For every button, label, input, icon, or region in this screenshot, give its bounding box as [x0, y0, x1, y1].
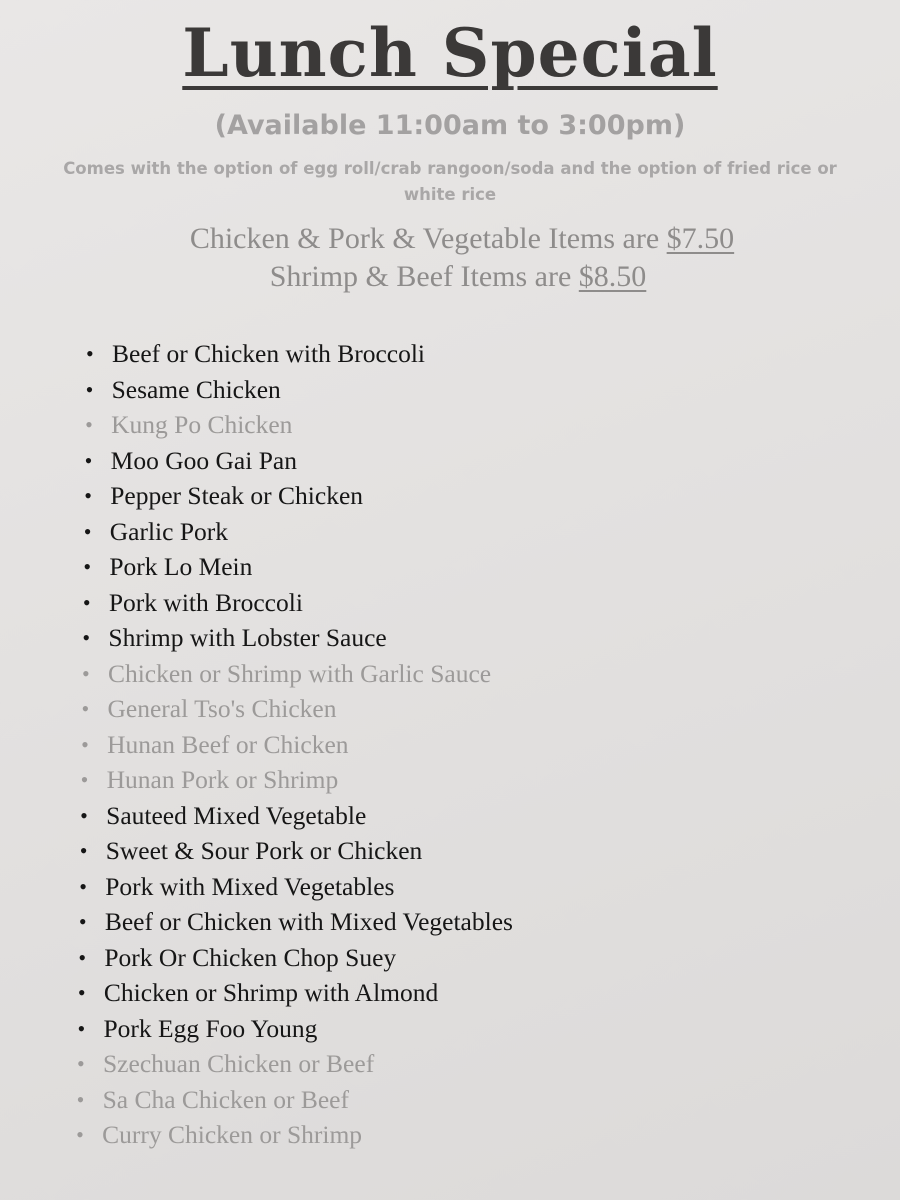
- menu-item: [77, 762, 515, 798]
- menu-item: [75, 904, 513, 940]
- price-line-text: Chicken & Pork & Vegetable Items are: [189, 222, 667, 255]
- menu-item-name: Pork Lo Mein: [109, 552, 253, 581]
- bullet-icon: •: [78, 944, 87, 970]
- menu-item-name: Sa Cha Chicken or Beef: [102, 1084, 349, 1114]
- price-line-shrimp-beef: [8, 260, 900, 294]
- menu-item-name: Shrimp with Lobster Sauce: [108, 623, 387, 652]
- bullet-icon: •: [76, 1086, 85, 1112]
- bullet-icon: •: [77, 1015, 86, 1041]
- menu-item-name: Hunan Pork or Shrimp: [106, 765, 339, 794]
- menu-item-name: Pork with Mixed Vegetables: [105, 871, 395, 901]
- price-value: $8.50: [578, 260, 647, 293]
- menu-item: [81, 407, 519, 443]
- price-line-text: Shrimp & Beef Items are: [269, 260, 579, 293]
- bullet-icon: •: [85, 376, 94, 402]
- menu-item-name: Hunan Beef or Chicken: [107, 729, 349, 759]
- bullet-icon: •: [78, 909, 87, 934]
- lunch-menu-list: [76, 336, 520, 1153]
- menu-item: [75, 869, 513, 905]
- menu-item-name: Pork Or Chicken Chop Suey: [104, 942, 397, 972]
- menu-item-name: General Tso's Chicken: [107, 694, 337, 723]
- menu-item-name: Moo Goo Gai Pan: [110, 445, 297, 475]
- included-options-note: Comes with the option of egg roll/crab rangoon/soda and the option of fried rice or white rice: [63, 159, 837, 204]
- menu-item: [80, 478, 518, 514]
- bullet-icon: •: [79, 873, 87, 899]
- bullet-icon: •: [79, 838, 88, 863]
- bullet-icon: •: [77, 1051, 85, 1076]
- menu-item-name: Szechuan Chicken or Beef: [103, 1049, 375, 1078]
- bullet-icon: •: [81, 731, 89, 757]
- menu-item-name: Beef or Chicken with Broccoli: [112, 339, 425, 368]
- menu-item: [78, 656, 516, 692]
- menu-item: [78, 691, 516, 727]
- bullet-icon: •: [76, 1122, 84, 1147]
- menu-title: Lunch Special: [182, 14, 718, 92]
- menu-item: [74, 940, 512, 976]
- bullet-icon: •: [77, 980, 86, 1005]
- menu-item: [72, 1117, 510, 1153]
- menu-item: [77, 727, 515, 763]
- availability-hours: (Available 11:00am to 3:00pm): [214, 110, 686, 141]
- menu-item-name: Chicken or Shrimp with Almond: [103, 978, 439, 1007]
- menu-item-name: Pork Egg Foo Young: [103, 1013, 318, 1043]
- bullet-icon: •: [83, 554, 92, 579]
- menu-item: [73, 1011, 511, 1047]
- menu-item: [73, 1082, 511, 1118]
- bullet-icon: •: [82, 625, 91, 650]
- menu-item-name: Beef or Chicken with Mixed Vegetables: [104, 907, 513, 936]
- menu-item: [81, 443, 519, 479]
- menu-item-name: Kung Po Chicken: [111, 410, 293, 439]
- bullet-icon: •: [84, 483, 92, 508]
- bullet-icon: •: [85, 412, 93, 437]
- menu-item-name: Pork with Broccoli: [108, 587, 303, 617]
- bullet-icon: •: [82, 589, 91, 615]
- menu-item-name: Sesame Chicken: [111, 374, 281, 404]
- menu-item: [79, 585, 517, 621]
- menu-item-name: Sweet & Sour Pork or Chicken: [105, 836, 423, 865]
- bullet-icon: •: [83, 518, 92, 544]
- menu-item: [82, 372, 520, 408]
- menu-item-name: Curry Chicken or Shrimp: [102, 1120, 363, 1149]
- bullet-icon: •: [80, 767, 89, 792]
- menu-item: [74, 975, 512, 1011]
- price-value: $7.50: [666, 222, 735, 255]
- menu-item-name: Sauteed Mixed Vegetable: [106, 800, 367, 830]
- menu-item: [78, 620, 516, 656]
- bullet-icon: •: [84, 447, 93, 473]
- price-line-chicken-pork-vegetable: [12, 222, 900, 256]
- menu-item: [76, 798, 514, 834]
- bullet-icon: •: [80, 802, 88, 828]
- menu-item: [73, 1046, 511, 1082]
- menu-item-name: Chicken or Shrimp with Garlic Sauce: [107, 658, 492, 688]
- bullet-icon: •: [81, 660, 90, 686]
- menu-item: [80, 514, 518, 550]
- bullet-icon: •: [81, 696, 90, 721]
- menu-item-name: Garlic Pork: [109, 516, 229, 546]
- menu-item: [76, 833, 514, 869]
- menu-item: [79, 549, 517, 585]
- menu-item: [82, 336, 520, 372]
- bullet-icon: •: [86, 341, 94, 366]
- menu-item-name: Pepper Steak or Chicken: [110, 481, 364, 510]
